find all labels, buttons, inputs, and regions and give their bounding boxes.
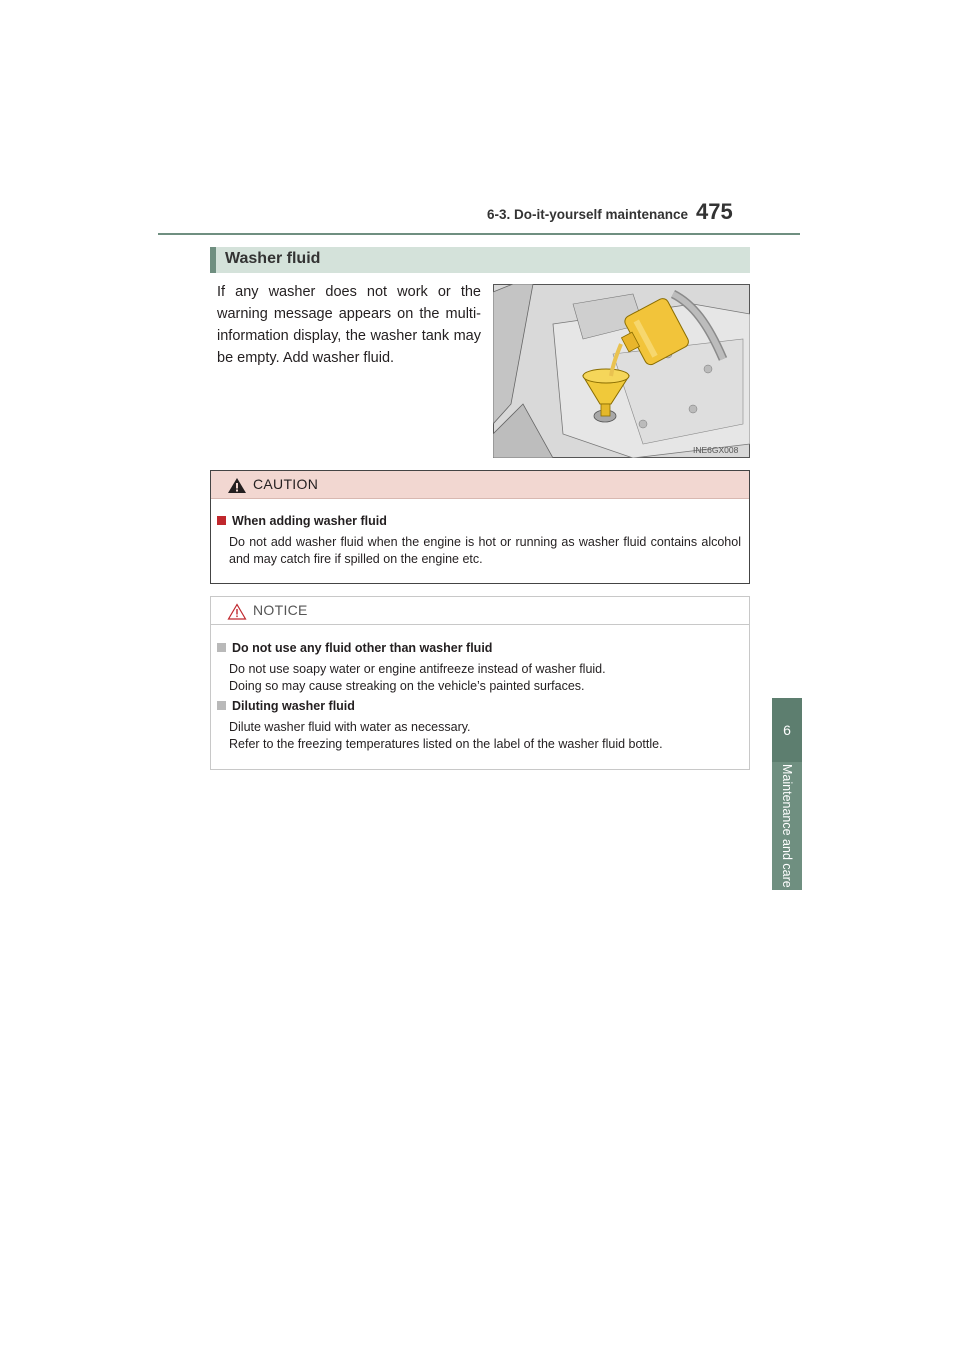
chapter-title-text: Maintenance and care: [780, 764, 794, 888]
notice-item-line: Doing so may cause streaking on the vehicle’s painted surfaces.: [229, 679, 585, 693]
warning-triangle-icon: [227, 477, 247, 494]
notice-item-heading-text: Do not use any fluid other than washer fluid: [232, 641, 493, 655]
notice-title: NOTICE: [253, 602, 308, 618]
caution-box: [210, 470, 750, 584]
square-bullet-icon: [217, 701, 226, 710]
notice-item-heading-text: Diluting washer fluid: [232, 699, 355, 713]
chapter-title: [772, 762, 802, 890]
caution-title-bar: [211, 471, 749, 499]
notice-item-text: [229, 661, 741, 695]
chapter-number: 6: [772, 698, 802, 762]
caution-item-heading-text: When adding washer fluid: [232, 514, 387, 528]
section-heading: [210, 247, 750, 273]
header-rule: [158, 233, 800, 235]
washer-fluid-illustration: [493, 284, 750, 458]
square-bullet-icon: [217, 643, 226, 652]
section-heading-accent: [210, 247, 216, 273]
running-header-section: 6-3. Do-it-yourself maintenance: [486, 207, 688, 222]
notice-item-heading: [217, 699, 355, 713]
caution-title: CAUTION: [253, 476, 319, 492]
notice-item-text: [229, 719, 741, 753]
notice-box: [210, 596, 750, 770]
notice-title-bar: [211, 597, 749, 625]
caution-item-text: Do not add washer fluid when the engine is hot or running as washer fluid contains alcohol and may catch fire if spilled on the engine etc.: [229, 535, 741, 566]
illustration-code: INE6GX008: [693, 445, 739, 455]
page-number: 475: [696, 199, 733, 224]
caution-item-heading: [217, 514, 387, 528]
section-title: Washer fluid: [225, 250, 321, 267]
notice-item-line: Dilute washer fluid with water as necessary.: [229, 720, 471, 734]
notice-item-heading: [217, 641, 492, 655]
notice-item-line: Refer to the freezing temperatures listed on the label of the washer fluid bottle.: [229, 737, 663, 751]
warning-triangle-outline-icon: [227, 603, 247, 620]
notice-item-line: Do not use soapy water or engine antifreeze instead of washer fluid.: [229, 662, 606, 676]
section-paragraph: If any washer does not work or the warning message appears on the multi-information display, the washer tank may be empty. Add washer fluid.: [217, 284, 481, 366]
square-bullet-icon: [217, 516, 226, 525]
